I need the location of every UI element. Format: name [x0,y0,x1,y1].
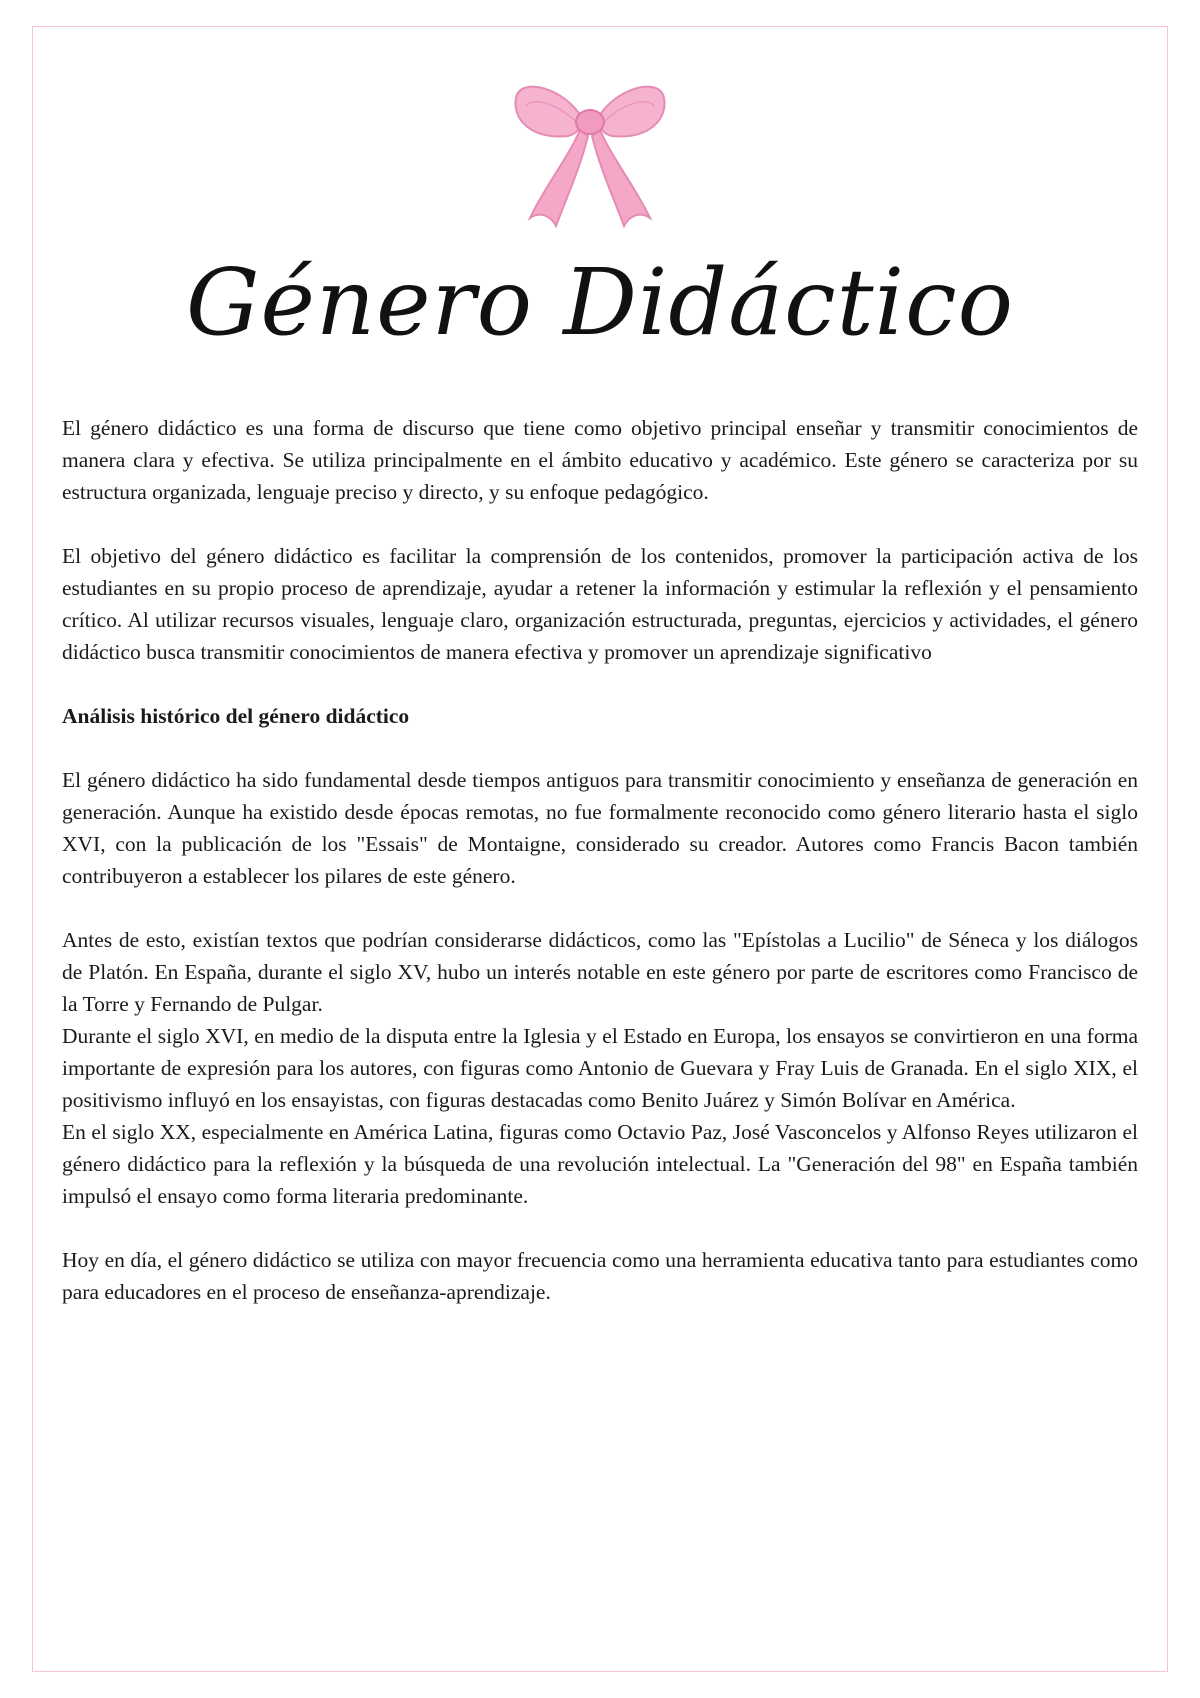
document-title: Género Didáctico [185,249,1014,356]
document-body [62,412,1138,1308]
pink-bow-icon [510,78,670,238]
today-paragraph: Hoy en día, el género didáctico se utiliza con mayor frecuencia como una herramienta educativa tanto para estudiantes como para educadores en el proceso de enseñanza-aprendizaje. [62,1248,1138,1304]
history-paragraph-4: En el siglo XX, especialmente en América Latina, figuras como Octavio Paz, José Vasconcelos y Alfonso Reyes utilizaron el género didáctico para la reflexión y la búsqueda de una revolución intelectual. La "Generación del 98" en España también impulsó el ensayo como forma literaria predominante. [62,1120,1138,1208]
history-paragraph-3: Durante el siglo XVI, en medio de la disputa entre la Iglesia y el Estado en Europa, los ensayos se convirtieron en una forma importante de expresión para los autores, con figuras como Antonio de Guevara y Fray Luis de Granada. En el siglo XIX, el positivismo influyó en los ensayistas, con figuras destacadas como Benito Juárez y Simón Bolívar en América. [62,1024,1138,1112]
objective-paragraph: El objetivo del género didáctico es facilitar la comprensión de los contenidos, promover la participación activa de los estudiantes en su propio proceso de aprendizaje, ayudar a retener la información y estimular la reflexión y el pensamiento crítico. Al utilizar recursos visuales, lenguaje claro, organización estructurada, preguntas, ejercicios y actividades, el género didáctico busca transmitir conocimientos de manera efectiva y promover un aprendizaje significativo [62,544,1138,664]
section-heading: Análisis histórico del género didáctico [62,704,410,728]
history-paragraph-1: El género didáctico ha sido fundamental desde tiempos antiguos para transmitir conocimiento y enseñanza de generación en generación. Aunque ha existido desde épocas remotas, no fue formalmente reconocido como género literario hasta el siglo XVI, con la publicación de los "Essais" de Montaigne, considerado su creador. Autores como Francis Bacon también contribuyeron a establecer los pilares de este género. [62,768,1138,888]
intro-paragraph: El género didáctico es una forma de discurso que tiene como objetivo principal enseñar y transmitir conocimientos de manera clara y efectiva. Se utiliza principalmente en el ámbito educativo y académico. Este género se caracteriza por su estructura organizada, lenguaje preciso y directo, y su enfoque pedagógico. [62,416,1138,504]
history-paragraph-2: Antes de esto, existían textos que podrían considerarse didácticos, como las "Epístolas a Lucilio" de Séneca y los diálogos de Platón. En España, durante el siglo XV, hubo un interés notable en este género por parte de escritores como Francisco de la Torre y Fernando de Pulgar. [62,928,1138,1016]
